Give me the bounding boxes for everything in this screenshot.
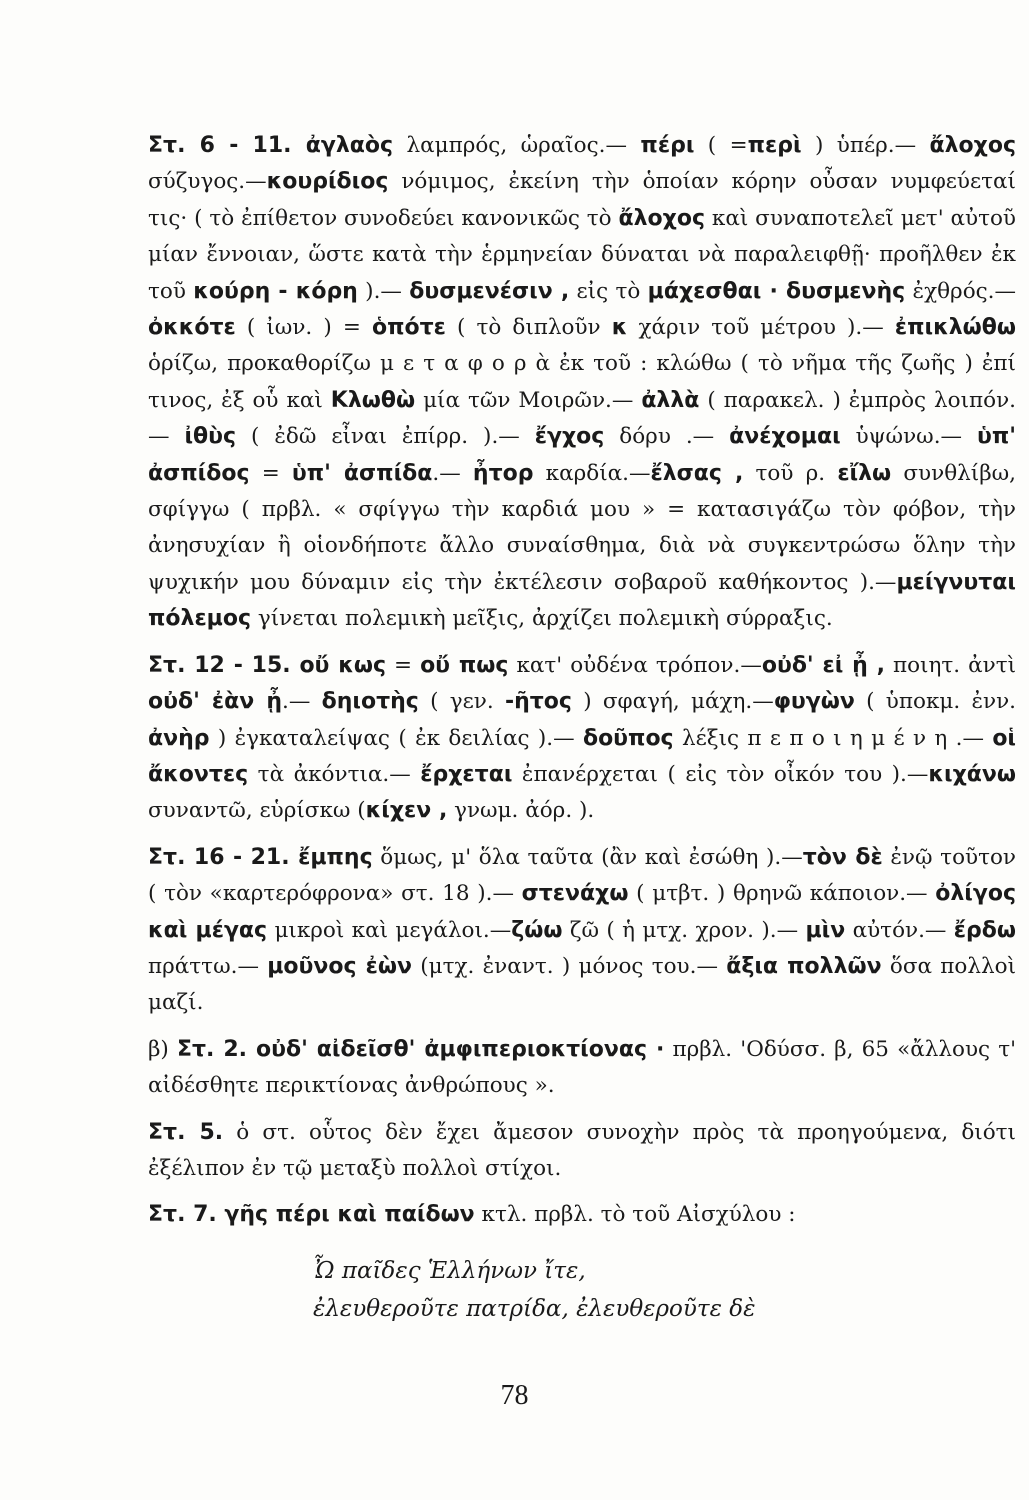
lemma: Στ. 5. — [148, 1119, 224, 1145]
gloss: λαμπρός, ὡραῖος.— — [393, 133, 641, 158]
gloss: πρβλ. 'Οδύσσ. β, 65 «ἄλλους τ' αἰδέσθητε περικτίονας ἀνθρώπους ». — [148, 1036, 1016, 1099]
lemma: ἔρδω — [953, 917, 1017, 943]
gloss: ποιητ. ἀντὶ — [884, 652, 1017, 678]
lemma: φυγὼν — [773, 689, 855, 715]
gloss: ὅμως, μ' ὅλα ταῦτα (ἂν καὶ ἐσώθη ).— — [372, 844, 803, 870]
gloss: ( γεν. — [418, 689, 505, 715]
lemma: οὐδ' εἰ ᾖ , — [761, 652, 885, 678]
lemma: ἦτορ — [472, 460, 534, 486]
gloss: χάριν τοῦ μέτρου ).— — [627, 315, 895, 341]
lemma: κ — [611, 315, 628, 341]
lemma: ὁπότε — [371, 315, 446, 341]
gloss: β) — [148, 1036, 177, 1062]
gloss: ( = — [694, 133, 748, 158]
lemma: κούρη - κόρη — [193, 278, 358, 304]
gloss: ( ἰων. ) = — [235, 315, 372, 341]
gloss: πράττω.— — [148, 953, 268, 979]
gloss: .— — [282, 689, 322, 715]
gloss: καρδία.— — [533, 460, 651, 486]
gloss: ὁρίζω, προκαθορίζω μ ε τ α φ ο ρ ὰ ἐκ τοῦ : κλώθω ( τὸ νῆμα τῆς ζωῆς ) ἐπί τινος, ἐξ οὗ καὶ — [148, 351, 1016, 413]
lemma: οὔ πως — [420, 652, 509, 678]
gloss: σύζυγος.— — [148, 169, 267, 195]
paragraph — [148, 1115, 1016, 1188]
lemma: οὐδ' ἐὰν ᾖ — [148, 689, 283, 715]
lemma: δυσμενέσιν , — [409, 278, 570, 304]
lemma: ἄλοχος — [618, 205, 706, 231]
paragraph — [148, 128, 1016, 638]
gloss: εἰς τὸ — [569, 278, 648, 304]
gloss: αὐτόν.— — [845, 917, 954, 943]
lemma: Στ. 2. οὐδ' αἰδεῖσθ' ἀμφιπεριοκτίονας · — [176, 1036, 665, 1062]
lemma: μοῦνος ἐὼν — [267, 953, 412, 979]
gloss: τὰ ἀκόντια.— — [248, 761, 421, 787]
gloss: ἐνῷ τοῦτον ( τὸν «καρτερόφρονα» στ. 18 ).— — [148, 844, 1016, 907]
lemma: μὶν — [805, 917, 846, 943]
lemma: Στ. 12 - 15. οὔ κως — [148, 652, 387, 678]
lemma: τὸν δὲ — [802, 844, 883, 870]
gloss: συναντῶ, εὑρίσκω ( — [148, 798, 366, 824]
gloss: ( μτβτ. ) θρηνῶ κάποιον.— — [628, 881, 936, 907]
gloss: ἐχθρός.— — [905, 278, 1017, 304]
paragraph — [148, 1032, 1016, 1105]
lemma: ἄλοχος — [929, 133, 1016, 158]
gloss: ) σφαγή, μάχη.— — [571, 689, 774, 715]
gloss: κατ' οὐδένα τρόπον.— — [508, 652, 762, 678]
lemma: Στ. 16 - 21. ἔμπης — [148, 844, 373, 870]
gloss: μία τῶν Μοιρῶν.— — [415, 387, 642, 413]
lemma: ἀνέχομαι — [729, 424, 841, 450]
lemma: ἰθὺς — [184, 424, 237, 450]
lemma: -ῆτος — [504, 689, 572, 715]
lemma: δοῦπος — [582, 725, 674, 751]
gloss: ) ὑπέρ.— — [801, 133, 930, 158]
commentary-text — [148, 128, 1016, 1234]
gloss: γνωμ. ἀόρ. ). — [447, 798, 595, 824]
gloss: λέξις π ε π ο ι η μ έ ν η .— — [673, 725, 993, 751]
lemma: κουρίδιος — [266, 169, 389, 195]
gloss: μικροὶ καὶ μεγάλοι.— — [267, 917, 512, 943]
gloss: νόμιμος, ἐκείνη τὴν ὁποίαν κόρην οὖσαν νυμφεύεταί τις· ( τὸ ἐπίθετον συνοδεύει κανονικῶς τὸ — [148, 169, 1016, 231]
gloss: γίνεται πολεμικὴ μεῖξις, ἀρχίζει πολεμικὴ σύρραξις. — [251, 606, 833, 632]
lemma: κιχάνω — [928, 761, 1016, 787]
lemma: ὑπ' ἀσπίδος — [148, 424, 1016, 486]
gloss: .— — [432, 460, 473, 486]
lemma: περὶ — [747, 133, 802, 158]
lemma: ζώω — [511, 917, 563, 943]
lemma: πέρι — [640, 133, 695, 158]
quoted-verse — [313, 1252, 1016, 1328]
lemma: ἀνὴρ — [148, 725, 210, 751]
verse-line-2: ἐλευθεροῦτε πατρίδα, ἐλευθεροῦτε δὲ — [313, 1295, 756, 1322]
paragraph — [148, 648, 1016, 830]
lemma: ἐπικλώθω — [894, 315, 1017, 341]
lemma: στενάχω — [521, 881, 629, 907]
page-body — [148, 128, 1016, 1328]
gloss: ( ἐδῶ εἶναι ἐπίρρ. ).— — [236, 424, 535, 450]
lemma: Στ. 6 - 11. ἀγλαὸς — [148, 133, 394, 158]
lemma: ἔλσας , — [650, 460, 744, 486]
lemma: κίχεν , — [365, 798, 448, 824]
gloss: τοῦ ρ. — [743, 460, 838, 486]
lemma: Στ. 7. γῆς πέρι καὶ παίδων — [148, 1202, 475, 1228]
gloss: (μτχ. ἐναντ. ) μόνος του.— — [411, 953, 727, 979]
lemma: ὑπ' ἀσπίδα — [291, 460, 433, 486]
paragraph — [148, 1197, 1016, 1233]
gloss: ( ὑποκμ. ἐνν. — [854, 689, 1016, 715]
gloss: ὁ στ. οὗτος δὲν ἔχει ἄμεσον συνοχὴν πρὸς τὰ προηγούμενα, διότι ἐξέλιπον ἐν τῷ μεταξὺ πολλοὶ στίχοι. — [148, 1119, 1016, 1181]
lemma: δηιοτὴς — [321, 689, 419, 715]
lemma: ἄξια πολλῶν — [726, 953, 882, 979]
lemma: Κλωθὼ — [330, 387, 416, 413]
gloss: ( τὸ διπλοῦν — [445, 315, 612, 341]
gloss: = — [249, 460, 292, 486]
gloss: ( παρακελ. ) ἐμπρὸς λοιπόν.— — [148, 387, 1016, 450]
gloss: συνθλίβω, σφίγγω ( πρβλ. « σφίγγω τὴν καρδιά μου » = κατασιγάζω τὸν φόβον, τὴν ἀνησυχίαν ἢ οἱονδήποτε ἄλλο συναίσθημα, διὰ νὰ συγκεντρώσω ὅλην τὴν ψυχικήν μου δύναμιν εἰς τὴν ἐκτέλεσιν σοβαροῦ καθήκοντος ).— — [148, 460, 1016, 595]
gloss: ).— — [357, 278, 410, 304]
lemma: μείγνυται πόλεμος — [148, 569, 1016, 632]
lemma: εἴλω — [837, 460, 892, 486]
gloss: κτλ. πρβλ. τὸ τοῦ Αἰσχύλου : — [474, 1202, 796, 1228]
gloss: ὑψώνω.— — [840, 424, 977, 450]
lemma: ἔρχεται — [420, 761, 513, 787]
lemma: ὀλίγος καὶ μέγας — [148, 881, 1016, 943]
gloss: ζῶ ( ἡ μτχ. χρον. ).— — [562, 917, 806, 943]
lemma: ἔγχος — [534, 424, 605, 450]
lemma: ὀκκότε — [148, 315, 236, 341]
gloss: ) ἐγκαταλείψας ( ἐκ δειλίας ).— — [209, 725, 583, 751]
lemma: ἀλλὰ — [641, 387, 700, 413]
gloss: δόρυ .— — [604, 424, 730, 450]
gloss: = — [386, 652, 421, 678]
paragraph — [148, 840, 1016, 1022]
verse-line-1: Ὦ παῖδες Ἑλλήνων ἴτε, — [313, 1257, 586, 1284]
lemma: μάχεσθαι · δυσμενὴς — [647, 278, 906, 304]
lemma: οἱ ἄκοντες — [148, 725, 1016, 787]
page-number: 78 — [500, 1380, 529, 1411]
gloss: ὅσα πολλοὶ μαζί. — [148, 953, 1017, 1016]
gloss: ἐπανέρχεται ( εἰς τὸν οἶκόν του ).— — [512, 761, 929, 787]
gloss: καὶ συναποτελεῖ μετ' αὐτοῦ μίαν ἔννοιαν, ὥστε κατὰ τὴν ἑρμηνείαν δύναται νὰ παραλειφθῇ· προῆλθεν ἐκ τοῦ — [148, 205, 1016, 304]
